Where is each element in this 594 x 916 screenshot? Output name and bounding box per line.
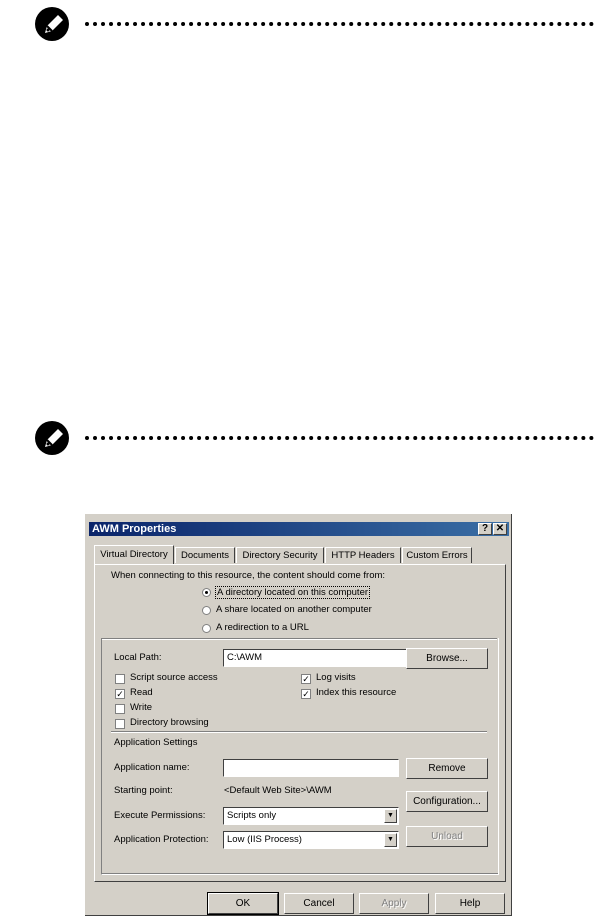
- tab-http-headers[interactable]: HTTP Headers: [325, 547, 401, 563]
- settings-group-frame: [101, 638, 499, 875]
- dialog-title: AWM Properties: [92, 523, 177, 535]
- remove-button[interactable]: Remove: [406, 758, 488, 779]
- tab-virtual-directory[interactable]: Virtual Directory: [94, 545, 174, 564]
- close-icon[interactable]: ✕: [493, 523, 507, 535]
- checkbox-read-label: Read: [130, 687, 153, 698]
- starting-point-value: <Default Web Site>\AWM: [224, 785, 332, 796]
- chevron-down-icon[interactable]: ▼: [384, 809, 397, 823]
- cancel-button[interactable]: Cancel: [284, 893, 354, 914]
- configuration-button[interactable]: Configuration...: [406, 791, 488, 812]
- note-row-2: [33, 419, 594, 459]
- checkbox-log-visits-label: Log visits: [316, 672, 356, 683]
- help-button[interactable]: Help: [435, 893, 505, 914]
- tab-custom-errors[interactable]: Custom Errors: [402, 547, 472, 563]
- tab-documents[interactable]: Documents: [175, 547, 235, 563]
- radio-local-directory[interactable]: [202, 588, 211, 597]
- dotted-divider: [85, 436, 594, 440]
- radio-redirection-label[interactable]: A redirection to a URL: [216, 622, 309, 633]
- browse-button[interactable]: Browse...: [406, 648, 488, 669]
- exec-permissions-value: Scripts only: [227, 810, 277, 821]
- checkbox-read[interactable]: ✓: [116, 689, 124, 699]
- intro-text: When connecting to this resource, the content should come from:: [111, 570, 386, 581]
- checkbox-directory-browsing-label: Directory browsing: [130, 717, 209, 728]
- exec-permissions-label: Execute Permissions:: [114, 810, 206, 821]
- apply-button[interactable]: Apply: [359, 893, 429, 914]
- radio-local-directory-label[interactable]: A directory located on this computer: [217, 587, 369, 598]
- radio-share[interactable]: [202, 606, 211, 615]
- checkbox-write-label: Write: [130, 702, 152, 713]
- app-settings-heading: Application Settings: [114, 737, 198, 748]
- checkbox-script-source-label: Script source access: [130, 672, 218, 683]
- note-pen-icon: [33, 419, 75, 457]
- checkbox-index-resource[interactable]: ✓: [302, 689, 310, 699]
- radio-redirection[interactable]: [202, 624, 211, 633]
- note-row-1: [33, 5, 594, 45]
- note-pen-icon: [33, 5, 75, 43]
- app-protection-value: Low (IIS Process): [227, 834, 302, 845]
- help-icon[interactable]: ?: [478, 523, 492, 535]
- title-bar: [89, 522, 509, 536]
- radio-share-label[interactable]: A share located on another computer: [216, 604, 372, 615]
- ok-button[interactable]: OK: [208, 893, 278, 914]
- tab-panel: [94, 564, 506, 882]
- checkbox-log-visits[interactable]: ✓: [302, 674, 310, 684]
- tab-directory-security[interactable]: Directory Security: [236, 547, 324, 563]
- properties-dialog: [84, 513, 512, 916]
- starting-point-label: Starting point:: [114, 785, 173, 796]
- checkbox-index-resource-label: Index this resource: [316, 687, 397, 698]
- unload-button[interactable]: Unload: [406, 826, 488, 847]
- local-path-input[interactable]: C:\AWM: [223, 649, 419, 667]
- app-name-label: Application name:: [114, 762, 190, 773]
- local-path-label: Local Path:: [114, 652, 162, 663]
- dotted-divider: [85, 22, 594, 26]
- app-protection-label: Application Protection:: [114, 834, 209, 845]
- chevron-down-icon[interactable]: ▼: [384, 833, 397, 847]
